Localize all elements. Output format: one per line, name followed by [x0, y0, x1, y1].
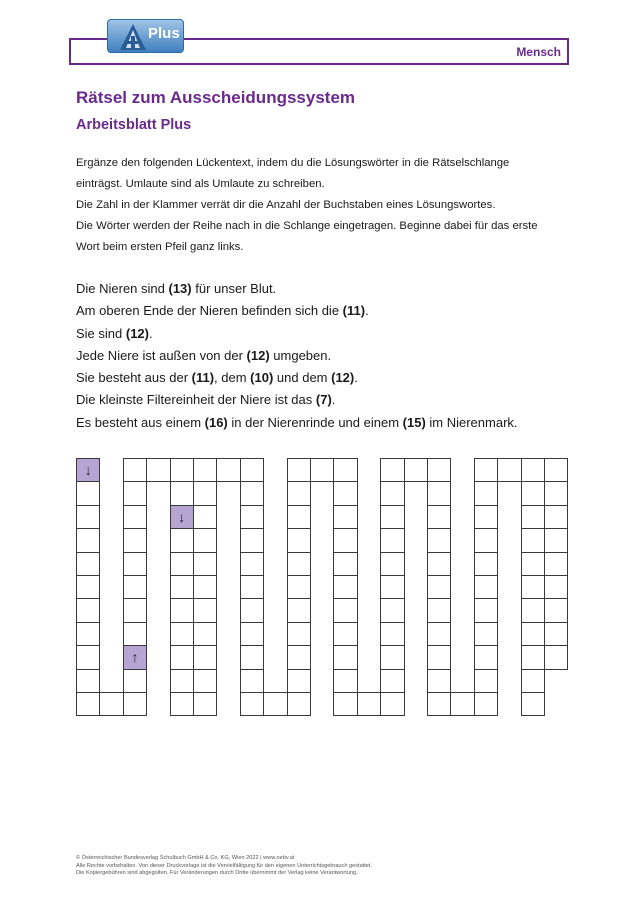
letter-cell	[76, 598, 100, 622]
letter-cell	[380, 645, 404, 669]
letter-cell	[240, 598, 264, 622]
letter-cell	[380, 669, 404, 693]
instruction-line: Wort beim ersten Pfeil ganz links.	[76, 241, 244, 253]
letter-cell	[240, 692, 264, 716]
letter-cell	[380, 692, 404, 716]
sentence-text: in der Nierenrinde und einem	[227, 414, 403, 430]
letter-cell	[333, 692, 357, 716]
letter-cell	[170, 458, 194, 482]
letter-cell	[76, 528, 100, 552]
letter-cell	[123, 575, 147, 599]
letter-cell	[474, 505, 498, 529]
letter-cell	[521, 598, 545, 622]
letter-cell	[263, 692, 287, 716]
letter-cell	[521, 552, 545, 576]
letter-cell	[99, 692, 123, 716]
start-arrow-cell	[123, 645, 147, 669]
letter-cell	[76, 669, 100, 693]
letter-count: (7)	[315, 392, 332, 408]
letter-count: (15)	[402, 414, 426, 430]
letter-cell	[521, 481, 545, 505]
sentence-text: .	[354, 370, 358, 386]
instruction-line: Die Wörter werden der Reihe nach in die Schlange eingetragen. Beginne dabei für das erste	[76, 220, 538, 232]
sentence-text: .	[365, 303, 369, 319]
letter-cell	[404, 458, 428, 482]
letter-cell	[193, 645, 217, 669]
letter-cell	[521, 622, 545, 646]
sentence-text: umgeben.	[269, 347, 332, 363]
letter-cell	[380, 622, 404, 646]
letter-cell	[287, 622, 311, 646]
letter-cell	[170, 645, 194, 669]
instruction-line: einträgst. Umlaute sind als Umlaute zu schreiben.	[76, 178, 325, 190]
letter-cell	[427, 692, 451, 716]
letter-cell	[427, 669, 451, 693]
letter-cell	[123, 669, 147, 693]
letter-cell	[427, 622, 451, 646]
letter-cell	[287, 645, 311, 669]
letter-cell	[427, 505, 451, 529]
letter-cell	[240, 622, 264, 646]
start-arrow-cell	[76, 458, 100, 482]
letter-cell	[193, 669, 217, 693]
letter-cell	[333, 528, 357, 552]
letter-cell	[240, 528, 264, 552]
letter-cell	[193, 458, 217, 482]
letter-count: (12)	[125, 325, 149, 341]
letter-cell	[287, 598, 311, 622]
letter-cell	[474, 622, 498, 646]
letter-cell	[521, 575, 545, 599]
letter-cell	[427, 458, 451, 482]
letter-cell	[240, 645, 264, 669]
letter-cell	[193, 598, 217, 622]
logo-text: Plus	[148, 25, 180, 42]
letter-cell	[170, 598, 194, 622]
letter-cell	[123, 505, 147, 529]
letter-cell	[193, 622, 217, 646]
letter-cell	[123, 552, 147, 576]
arrow-down-icon: ↓	[178, 508, 186, 525]
letter-cell	[544, 528, 568, 552]
letter-cell	[544, 645, 568, 669]
letter-cell	[333, 622, 357, 646]
letter-count: (10)	[250, 370, 274, 386]
letter-cell	[333, 552, 357, 576]
letter-cell	[123, 622, 147, 646]
letter-cell	[76, 692, 100, 716]
letter-cell	[427, 481, 451, 505]
letter-cell	[427, 598, 451, 622]
letter-cell	[474, 575, 498, 599]
letter-cell	[333, 481, 357, 505]
letter-cell	[76, 505, 100, 529]
letter-cell	[544, 458, 568, 482]
letter-count: (11)	[191, 370, 215, 386]
letter-cell	[287, 692, 311, 716]
arrow-up-icon: ↑	[131, 649, 139, 666]
letter-cell	[240, 669, 264, 693]
subject-label: Mensch	[516, 45, 561, 59]
letter-cell	[521, 528, 545, 552]
sentence-text: Es besteht aus einem	[76, 414, 205, 430]
letter-cell	[170, 528, 194, 552]
letter-cell	[544, 575, 568, 599]
letter-cell	[170, 481, 194, 505]
letter-cell	[193, 505, 217, 529]
start-arrow-cell	[170, 505, 194, 529]
letter-cell	[193, 528, 217, 552]
letter-count: (12)	[246, 347, 270, 363]
letter-cell	[380, 575, 404, 599]
letter-cell	[333, 645, 357, 669]
sentence-text: Die Nieren sind	[76, 281, 169, 296]
letter-cell	[170, 552, 194, 576]
letter-cell	[193, 692, 217, 716]
letter-cell	[146, 458, 170, 482]
sentence-text: Am oberen Ende der Nieren befinden sich die	[76, 303, 343, 319]
sentence-text: Jede Niere ist außen von der	[76, 347, 247, 363]
letter-cell	[240, 575, 264, 599]
letter-cell	[333, 575, 357, 599]
letter-cell	[287, 458, 311, 482]
letter-cell	[240, 458, 264, 482]
sentence-text: , dem	[214, 370, 251, 386]
letter-cell	[170, 669, 194, 693]
letter-cell	[474, 669, 498, 693]
letter-cell	[240, 552, 264, 576]
letter-cell	[287, 575, 311, 599]
letter-cell	[240, 481, 264, 505]
letter-cell	[380, 598, 404, 622]
letter-cell	[123, 458, 147, 482]
letter-cell	[380, 552, 404, 576]
letter-count: (16)	[204, 414, 228, 430]
letter-count: (11)	[342, 303, 366, 319]
arrow-down-icon: ↓	[84, 462, 92, 479]
footer-line: Alle Rechte vorbehalten. Von dieser Druckvorlage ist die Vervielfältigung für den eigenen Unterrichtsgebrauch gestattet.	[76, 862, 373, 869]
letter-cell	[544, 552, 568, 576]
letter-cell	[170, 575, 194, 599]
letter-cell	[474, 645, 498, 669]
letter-cell	[123, 692, 147, 716]
letter-cell	[287, 552, 311, 576]
page-title: Rätsel zum Ausscheidungssystem	[76, 88, 356, 107]
letter-cell	[287, 669, 311, 693]
letter-cell	[380, 481, 404, 505]
letter-cell	[357, 692, 381, 716]
letter-cell	[427, 552, 451, 576]
letter-cell	[193, 575, 217, 599]
sentence-text: Sie sind	[76, 325, 126, 341]
letter-cell	[287, 481, 311, 505]
letter-cell	[76, 622, 100, 646]
letter-cell	[474, 598, 498, 622]
letter-cell	[287, 528, 311, 552]
letter-count: (13)	[168, 281, 192, 296]
letter-cell	[333, 505, 357, 529]
letter-cell	[544, 622, 568, 646]
sentence-text: und dem	[273, 370, 332, 386]
letter-cell	[310, 458, 334, 482]
letter-cell	[544, 505, 568, 529]
footer-line: Die Kopiergebühren sind abgegolten. Für Veränderungen durch Dritte übernimmt der Verlag keine Verantwortung.	[76, 870, 358, 876]
letter-cell	[193, 552, 217, 576]
letter-cell	[240, 505, 264, 529]
letter-cell	[427, 645, 451, 669]
letter-cell	[450, 692, 474, 716]
letter-cell	[474, 458, 498, 482]
letter-cell	[521, 505, 545, 529]
sentence-text: Die kleinste Filtereinheit der Niere ist das	[76, 392, 316, 408]
letter-cell	[521, 669, 545, 693]
letter-cell	[427, 528, 451, 552]
letter-cell	[474, 552, 498, 576]
letter-cell	[380, 505, 404, 529]
letter-cell	[544, 598, 568, 622]
footer-line: © Österreichischer Bundesverlag Schulbuch GmbH & Co. KG, Wien 2022 | www.oebv.at	[76, 855, 295, 861]
letter-cell	[216, 458, 240, 482]
letter-cell	[123, 598, 147, 622]
letter-cell	[333, 669, 357, 693]
letter-cell	[76, 575, 100, 599]
footer-copyright	[76, 855, 372, 878]
letter-cell	[193, 481, 217, 505]
letter-cell	[474, 481, 498, 505]
letter-cell	[497, 458, 521, 482]
sentence-text: Sie besteht aus der	[76, 370, 192, 386]
letter-cell	[76, 552, 100, 576]
letter-cell	[333, 458, 357, 482]
sentence-text: für unser Blut.	[191, 281, 277, 296]
letter-cell	[123, 528, 147, 552]
sentence-text: .	[331, 392, 336, 408]
letter-cell	[427, 575, 451, 599]
letter-cell	[170, 692, 194, 716]
page-subtitle: Arbeitsblatt Plus	[76, 117, 192, 133]
letter-cell	[76, 481, 100, 505]
sentence-text: .	[149, 325, 153, 341]
instruction-line: Ergänze den folgenden Lückentext, indem du die Lösungswörter in die Rätselschlange	[76, 157, 510, 169]
letter-cell	[474, 528, 498, 552]
sentence-text: im Nierenmark.	[425, 414, 518, 430]
letter-cell	[380, 458, 404, 482]
letter-cell	[521, 458, 545, 482]
letter-cell	[333, 598, 357, 622]
letter-cell	[521, 645, 545, 669]
letter-cell	[380, 528, 404, 552]
letter-count: (12)	[331, 370, 355, 386]
letter-cell	[474, 692, 498, 716]
letter-cell	[123, 481, 147, 505]
letter-cell	[76, 645, 100, 669]
letter-cell	[544, 481, 568, 505]
letter-cell	[170, 622, 194, 646]
letter-cell	[521, 692, 545, 716]
letter-cell	[287, 505, 311, 529]
instruction-line: Die Zahl in der Klammer verrät dir die Anzahl der Buchstaben eines Lösungswortes.	[76, 199, 496, 211]
